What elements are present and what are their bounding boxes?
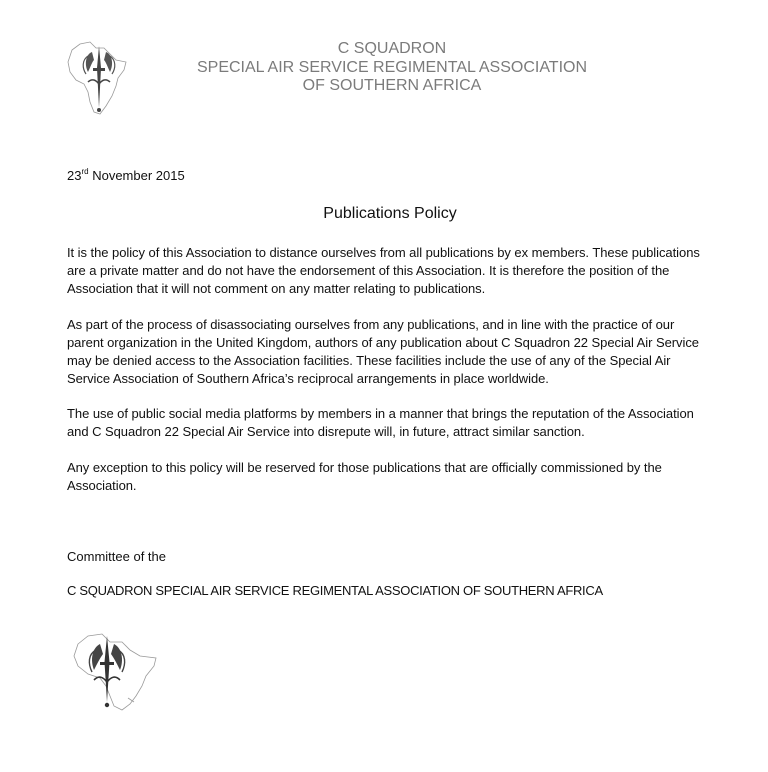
- africa-map-dagger-icon: [66, 38, 132, 118]
- paragraph-policy: It is the policy of this Association to distance ourselves from all publications by ex members. These publications are a private matter and do not have the endorsement of this Association. It is therefore the position of the Association that it will not comment on any matter relating to publications.: [67, 245, 700, 296]
- document-title: Publications Policy: [323, 205, 457, 222]
- date-rest: November 2015: [88, 168, 185, 183]
- header-line-2: SPECIAL AIR SERVICE REGIMENTAL ASSOCIATION: [196, 58, 588, 76]
- sas-winged-dagger-logo-top: [66, 38, 132, 118]
- sas-winged-dagger-logo-bottom: [70, 630, 166, 712]
- paragraph-disassociation: As part of the process of disassociating ourselves from any publications, and in line with the practice of our parent organization in the United Kingdom, authors of any publication about C Squadron 22 Special Air Service may be denied access to the Association facilities. These facilities include the use of any of the Special Air Service Association of Southern Africa’s reciprocal arrangements in place worldwide.: [67, 317, 699, 386]
- date-suffix: rd: [81, 167, 89, 176]
- africa-map-dagger-icon: [70, 630, 166, 712]
- date-day: 23: [67, 168, 82, 183]
- paragraph-exception: Any exception to this policy will be reserved for those publications that are officially commissioned by the Association.: [67, 460, 662, 493]
- signature-committee: Committee of the: [67, 549, 166, 564]
- signature-association: C SQUADRON SPECIAL AIR SERVICE REGIMENTAL ASSOCIATION OF SOUTHERN AFRICA: [67, 583, 603, 598]
- association-header: [150, 40, 634, 96]
- header-line-3: OF SOUTHERN AFRICA: [302, 77, 482, 94]
- paragraph-social-media: The use of public social media platforms by members in a manner that brings the reputation of the Association and C Squadron 22 Special Air Service into disrepute will, in future, attract similar sanction.: [67, 406, 694, 439]
- letter-date: [67, 168, 185, 183]
- header-line-1: C SQUADRON: [337, 40, 447, 57]
